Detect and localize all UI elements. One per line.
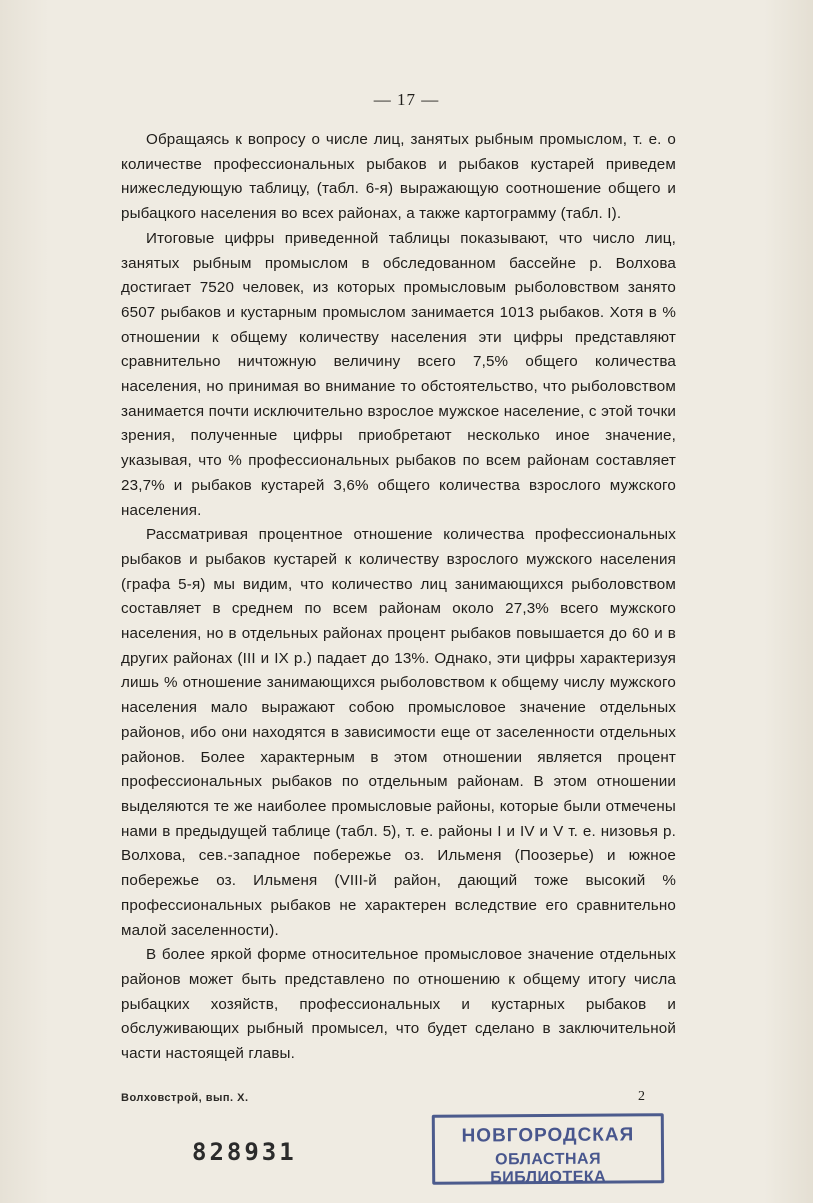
paragraph-3: Рассматривая процентное отношение количества профессиональных рыбаков и рыбаков кустарей к количеству взрослого мужского населения (графа 5-я) мы видим, что количество лиц занимающихся рыболовством составляет в среднем по всем районам около 27,3% всего мужского населения, но в отдельных районах процент рыбаков повышается до 60 и в других районах (III и IX р.) падает до 13%. Однако, эти цифры характеризуя лишь % отношение занимающихся рыболовством к общему числу мужского населения мало выражают собою промысловое значение отдельных районов, ибо они находятся в зависимости еще от заселенности отдельных районов. Более характерным в этом отношении является процент профессиональных рыбаков по отдельным районам. В этом отношении выделяются те же наиболее промысловые районы, которые были отмечены нами в предыдущей таблице (табл. 5), т. е. районы I и IV и V т. е. низовья р. Волхова, сев.-западное побережье оз. Ильменя (Поозерье) и южное побережье оз. Ильменя (VIII-й район, дающий тоже высокий % профессиональных рыбаков не характерен вследствие его сравнительно малой заселенности).: [121, 526, 676, 939]
stamp-line-2: ОБЛАСТНАЯ БИБЛИОТЕКА: [490, 1150, 607, 1187]
page-number: — 17 —: [373, 90, 440, 109]
inventory-number: 828931: [192, 1138, 297, 1166]
paragraph-4: В более яркой форме относительное промысловое значение отдельных районов может быть представлено по отношению к общему итогу числа рыбацких хозяйств, профессиональных и кустарных рыбаков и обслуживающих рыбный промысел, что будет сделано в заключительной части настоящей главы.: [121, 946, 676, 1063]
stamp-line-1: НОВГОРОДСКАЯ: [461, 1124, 635, 1147]
publication-footer: Волховстрой, вып. X.: [121, 1092, 249, 1104]
body-text: [121, 128, 676, 1067]
library-stamp: [432, 1113, 664, 1185]
paragraph-1: Обращаясь к вопросу о числе лиц, занятых рыбным промыслом, т. е. о количестве профессиональных рыбаков и рыбаков кустарей приведем нижеследующую таблицу, (табл. 6-я) выражающую соотношение общего и рыбацкого населения во всех районах, а также картограмму (табл. I).: [121, 131, 676, 223]
signature-mark: 2: [638, 1089, 645, 1104]
paragraph-2: Итоговые цифры приведенной таблицы показывают, что число лиц, занятых рыбным промыслом в обследованном бассейне р. Волхова достигает 7520 человек, из которых промысловым рыболовством занято 6507 рыбаков и кустарным промыслом занимается 1013 рыбаков. Хотя в % отношении к общему количеству населения эти цифры представляют сравнительно ничтожную величину всего 7,5% общего количества населения, но принимая во внимание то обстоятельство, что рыболовством занимается почти исключительно взрослое мужское население, с этой точки зрения, полученные цифры приобретают несколько иное значение, указывая, что % профессиональных рыбаков по всем районам составляет 23,7% и рыбаков кустарей 3,6% общего количества взрослого мужского населения.: [121, 229, 676, 519]
